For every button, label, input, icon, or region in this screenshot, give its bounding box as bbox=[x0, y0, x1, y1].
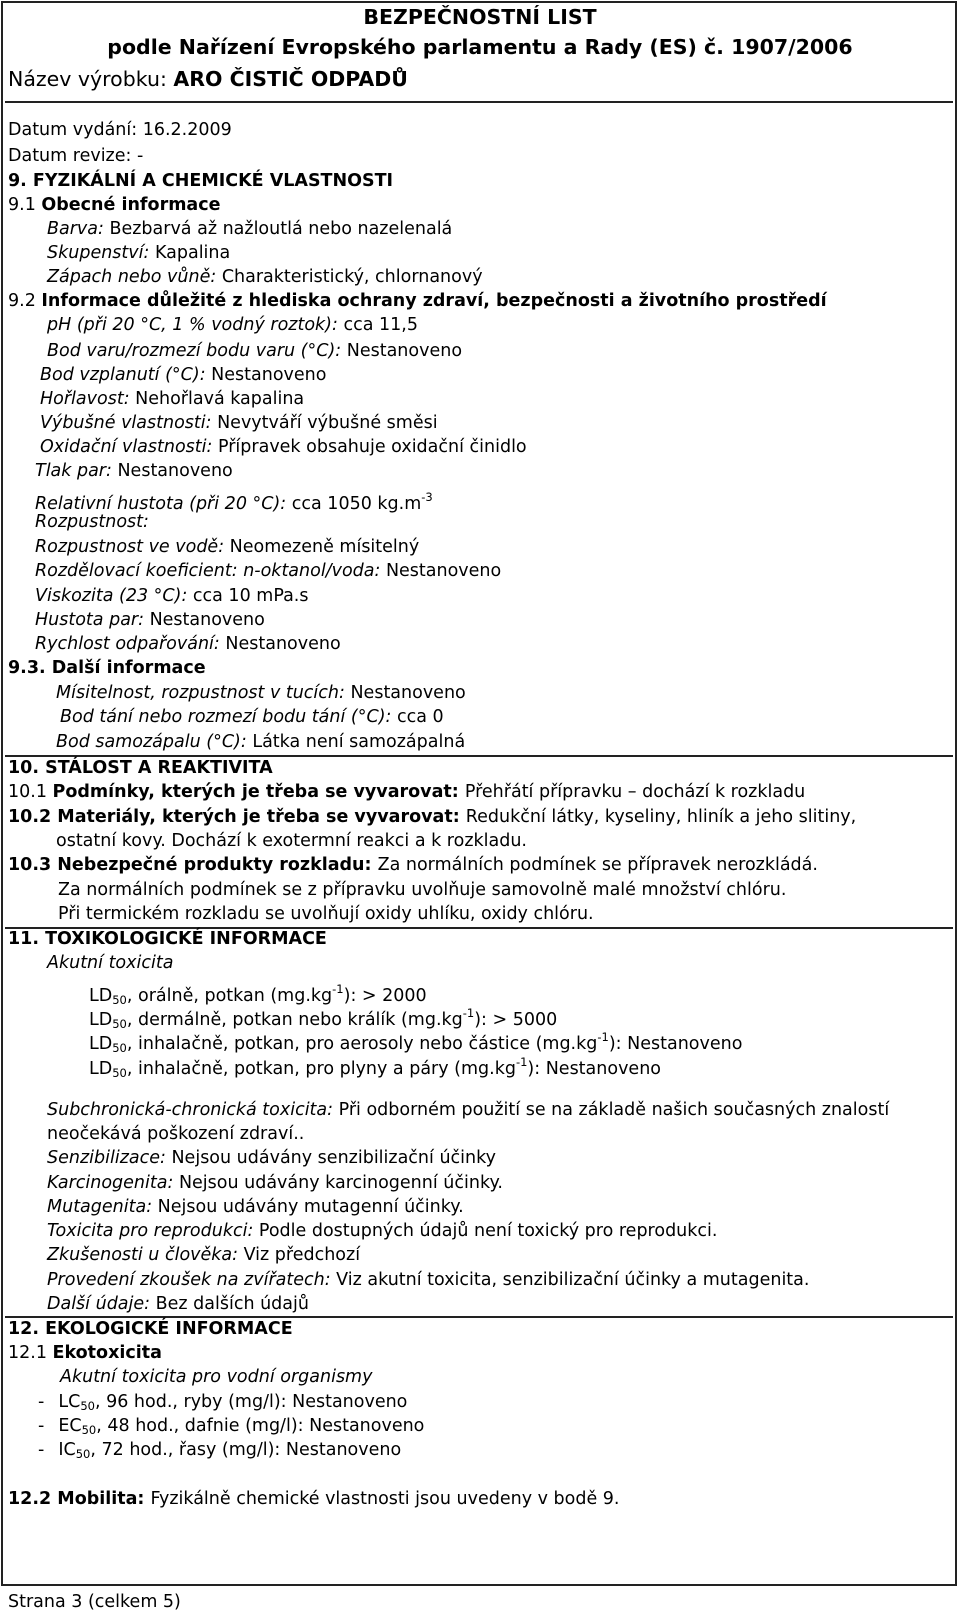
property-bod-vzplanuti: Bod vzplanutí (°C): Nestanoveno bbox=[40, 365, 327, 385]
property-rozpustnost: Rozpustnost: bbox=[35, 512, 149, 532]
ld50-oral: $LD_{50}$, orálně, potkan $(mg.kg^{-1})$: > 2000 bbox=[89, 982, 427, 1007]
section-12-2: 12.2 Mobilita: Fyzikálně chemické vlastnosti jsou uvedeny v bodě 9. bbox=[8, 1489, 620, 1509]
property-barva: Barva: Bezbarvá až nažloutlá nebo nazelenalá bbox=[47, 219, 453, 239]
property-rozdelovaci: Rozdělovací koeficient: n-oktanol/voda: Nestanoveno bbox=[35, 561, 502, 581]
property-hustota-par: Hustota par: Nestanoveno bbox=[35, 610, 265, 630]
ec50-daphnia: - $EC_{50}$, 48 hod., dafnie (mg/l): Nestanoveno bbox=[38, 1416, 425, 1437]
senzibilizace: Senzibilizace: Nejsou udávány senzibilizační účinky bbox=[47, 1148, 496, 1168]
section-10-1: 10.1 Podmínky, kterých je třeba se vyvarovat: Přehřátí přípravku – dochází k rozkladu bbox=[8, 782, 806, 802]
property-horlavost: Hořlavost: Nehořlavá kapalina bbox=[40, 389, 305, 409]
zkusenosti-clovek: Zkušenosti u člověka: Viz předchozí bbox=[47, 1245, 361, 1265]
property-vybusne: Výbušné vlastnosti: Nevytváří výbušné směsi bbox=[40, 413, 438, 433]
property-bod-varu: Bod varu/rozmezí bodu varu (°C): Nestanoveno bbox=[47, 341, 463, 361]
property-zapach: Zápach nebo vůně: Charakteristický, chlornanový bbox=[47, 267, 483, 287]
subchronic-toxicity: Subchronická-chronická toxicita: Při odborném použití se na základě našich současných znalostí bbox=[47, 1100, 890, 1120]
section-9-1-heading: 9.1 Obecné informace bbox=[8, 195, 221, 215]
section-9-3-heading: 9.3. Další informace bbox=[8, 658, 206, 678]
section-10-2-cont: ostatní kovy. Dochází k exotermní reakci a k rozkladu. bbox=[56, 831, 527, 851]
property-samozapal: Bod samozápalu (°C): Látka není samozápalná bbox=[56, 732, 466, 752]
property-tlak-par: Tlak par: Nestanoveno bbox=[35, 461, 233, 481]
dalsi-udaje: Další údaje: Bez dalších údajů bbox=[47, 1294, 309, 1314]
property-hustota: Relativní hustota (při 20 °C): cca 1050 $kg.m^{-3}$ bbox=[35, 490, 433, 514]
ld50-dermal: $LD_{50}$, dermálně, potkan nebo králík $(mg.kg^{-1})$: > 5000 bbox=[89, 1006, 558, 1031]
section-10-3-cont-2: Při termickém rozkladu se uvolňují oxidy uhlíku, oxidy chlóru. bbox=[58, 904, 594, 924]
subchronic-toxicity-cont: neočekává poškození zdraví.. bbox=[47, 1124, 305, 1144]
aquatic-toxicity-label: Akutní toxicita pro vodní organismy bbox=[60, 1367, 373, 1387]
ic50-algae: - $IC_{50}$, 72 hod., řasy (mg/l): Nestanoveno bbox=[38, 1440, 402, 1461]
property-rozpustnost-voda: Rozpustnost ve vodě: Neomezeně mísitelný bbox=[35, 537, 420, 557]
header-divider bbox=[5, 101, 953, 103]
section-11-heading: 11. TOXIKOLOGICKÉ INFORMACE bbox=[8, 929, 327, 949]
ld50-inhal-aerosol: $LD_{50}$, inhalačně, potkan, pro aerosoly nebo částice $(mg.kg^{-1})$: Nestanoveno bbox=[89, 1030, 743, 1055]
property-ph: pH (při 20 °C, 1 % vodný roztok): cca 11,5 bbox=[47, 315, 418, 335]
section-9-2-heading: 9.2 Informace důležité z hlediska ochrany zdraví, bezpečnosti a životního prostředí bbox=[8, 291, 827, 311]
section-10-heading: 10. STÁLOST A REAKTIVITA bbox=[8, 758, 273, 778]
property-skupenstvi: Skupenství: Kapalina bbox=[47, 243, 231, 263]
document-title: BEZPEČNOSTNÍ LIST bbox=[363, 5, 597, 29]
section-9-heading: 9. FYZIKÁLNÍ A CHEMICKÉ VLASTNOSTI bbox=[8, 171, 394, 191]
karcinogenita: Karcinogenita: Nejsou udávány karcinogenní účinky. bbox=[47, 1173, 503, 1193]
property-oxidacni: Oxidační vlastnosti: Přípravek obsahuje oxidační činidlo bbox=[40, 437, 527, 457]
section-12-heading: 12. EKOLOGICKÉ INFORMACE bbox=[8, 1319, 293, 1339]
mutagenita: Mutagenita: Nejsou udávány mutagenní účinky. bbox=[47, 1197, 464, 1217]
section-10-3-cont-1: Za normálních podmínek se z přípravku uvolňuje samovolně malé množství chlóru. bbox=[58, 880, 787, 900]
property-bod-tani: Bod tání nebo rozmezí bodu tání (°C): cca 0 bbox=[60, 707, 444, 727]
toxicita-reprodukce: Toxicita pro reprodukci: Podle dostupných údajů není toxický pro reprodukci. bbox=[47, 1221, 718, 1241]
section-10-3: 10.3 Nebezpečné produkty rozkladu: Za normálních podmínek se přípravek nerozkládá. bbox=[8, 855, 818, 875]
product-name-line: Název výrobku: ARO ČISTIČ ODPADŮ bbox=[8, 67, 408, 91]
issue-date: Datum vydání: 16.2.2009 bbox=[8, 120, 232, 140]
property-misitelnost: Mísitelnost, rozpustnost v tucích: Nestanoveno bbox=[56, 683, 466, 703]
property-viskozita: Viskozita (23 °C): cca 10 mPa.s bbox=[35, 586, 309, 606]
section-10-2: 10.2 Materiály, kterých je třeba se vyvarovat: Redukční látky, kyseliny, hliník a jeho slitiny, bbox=[8, 807, 857, 827]
regulation-reference: podle Nařízení Evropského parlamentu a Rady (ES) č. 1907/2006 bbox=[107, 35, 853, 59]
page-number: Strana 3 (celkem 5) bbox=[8, 1592, 181, 1612]
acute-toxicity-label: Akutní toxicita bbox=[47, 953, 174, 973]
property-rychlost: Rychlost odpařování: Nestanoveno bbox=[35, 634, 341, 654]
lc50-fish: - $LC_{50}$, 96 hod., ryby (mg/l): Nestanoveno bbox=[38, 1392, 408, 1413]
revision-date: Datum revize: - bbox=[8, 146, 144, 166]
zkousky-zvirata: Provedení zkoušek na zvířatech: Viz akutní toxicita, senzibilizační účinky a mutagenita. bbox=[47, 1270, 810, 1290]
ld50-inhal-gas: $LD_{50}$, inhalačně, potkan, pro plyny a páry $(mg.kg^{-1})$: Nestanoveno bbox=[89, 1055, 661, 1080]
section-12-1-heading: 12.1 Ekotoxicita bbox=[8, 1343, 162, 1363]
